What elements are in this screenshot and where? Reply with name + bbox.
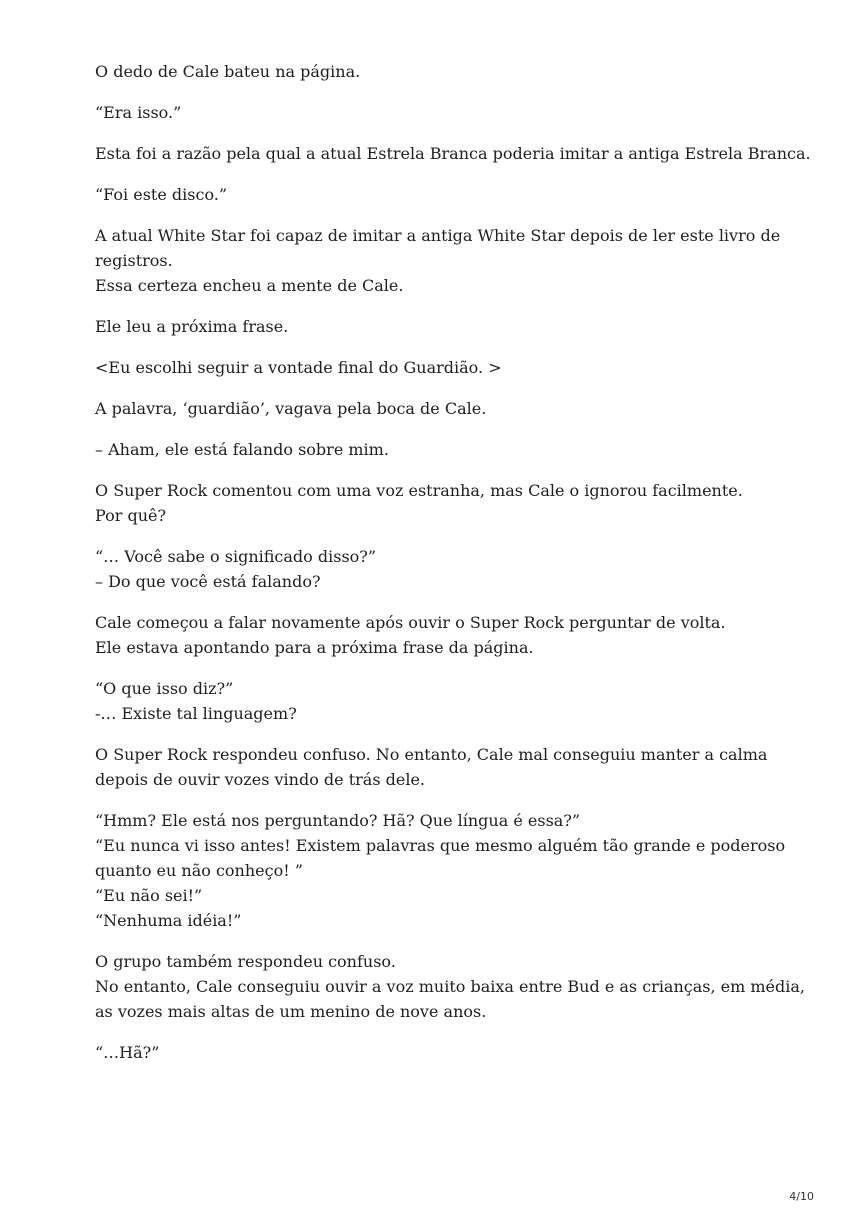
text-line: Cale começou a falar novamente após ouvir o Super Rock perguntar de volta.: [95, 613, 726, 632]
paragraph: [95, 808, 795, 933]
text-line: Ele estava apontando para a próxima frase da página.: [95, 638, 534, 657]
text-line: “Hmm? Ele está nos perguntando? Hã? Que língua é essa?”: [95, 811, 581, 830]
text-line: Esta foi a razão pela qual a atual Estrela Branca poderia imitar a antiga Estrela Branca.: [95, 144, 811, 163]
text-line: O Super Rock comentou com uma voz estranha, mas Cale o ignorou facilmente.: [95, 481, 743, 500]
paragraph: [95, 1040, 795, 1065]
text-line: No entanto, Cale conseguiu ouvir a voz muito baixa entre Bud e as crianças, em média,: [95, 977, 806, 996]
paragraph: [95, 544, 795, 594]
text-line: Essa certeza encheu a mente de Cale.: [95, 276, 404, 295]
text-line: “O que isso diz?”: [95, 679, 234, 698]
text-line: “…Hã?”: [95, 1043, 160, 1062]
paragraph: [95, 742, 795, 792]
text-line: “Foi este disco.”: [95, 185, 228, 204]
document-body: [95, 59, 811, 1081]
paragraph: [95, 355, 795, 380]
paragraph: [95, 396, 795, 421]
paragraph: [95, 478, 795, 528]
paragraph: [95, 100, 795, 125]
text-line: “Nenhuma idéia!”: [95, 911, 242, 930]
paragraph: [95, 223, 795, 298]
text-line: “Eu nunca vi isso antes! Existem palavras que mesmo alguém tão grande e poderoso: [95, 836, 786, 855]
text-line: Ele leu a próxima frase.: [95, 317, 289, 336]
text-line: O grupo também respondeu confuso.: [95, 952, 396, 971]
text-line: quanto eu não conheço! ”: [95, 861, 303, 880]
text-line: A palavra, ‘guardião’, vagava pela boca de Cale.: [95, 399, 487, 418]
text-line: Por quê?: [95, 506, 167, 525]
text-line: O dedo de Cale bateu na página.: [95, 62, 361, 81]
paragraph: [95, 610, 795, 660]
paragraph: [95, 949, 806, 1024]
text-line: “… Você sabe o significado disso?”: [95, 547, 377, 566]
text-line: – Do que você está falando?: [95, 572, 321, 591]
paragraph: [95, 314, 795, 339]
paragraph: [95, 59, 795, 84]
text-line: “Era isso.”: [95, 103, 182, 122]
text-line: depois de ouvir vozes vindo de trás dele.: [95, 770, 426, 789]
paragraph: [95, 182, 795, 207]
text-line: O Super Rock respondeu confuso. No entanto, Cale mal conseguiu manter a calma: [95, 745, 768, 764]
text-line: A atual White Star foi capaz de imitar a antiga White Star depois de ler este livro de: [95, 226, 781, 245]
text-line: as vozes mais altas de um menino de nove anos.: [95, 1002, 487, 1021]
text-line: “Eu não sei!”: [95, 886, 203, 905]
paragraph: [95, 437, 795, 462]
text-line: registros.: [95, 251, 173, 270]
paragraph: [95, 141, 811, 166]
text-line: -… Existe tal linguagem?: [95, 704, 297, 723]
page-number: 4/10: [789, 1190, 814, 1203]
paragraph: [95, 676, 795, 726]
text-line: – Aham, ele está falando sobre mim.: [95, 440, 389, 459]
text-line: <Eu escolhi seguir a vontade final do Guardião. >: [95, 358, 502, 377]
